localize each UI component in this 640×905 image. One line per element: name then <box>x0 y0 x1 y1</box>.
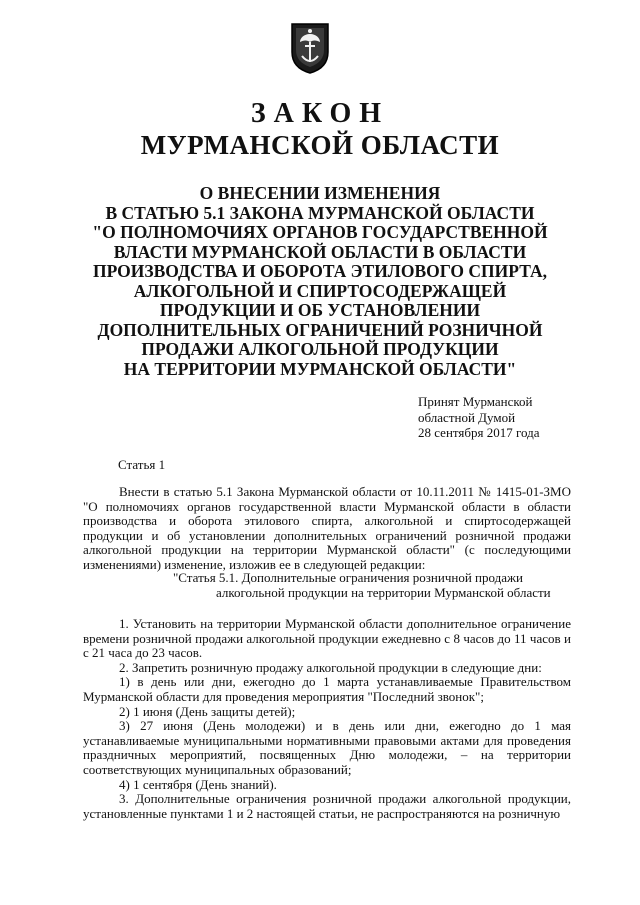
subtitle-line: НА ТЕРРИТОРИИ МУРМАНСКОЙ ОБЛАСТИ" <box>123 358 517 379</box>
article-text <box>83 617 571 821</box>
law-subject-heading <box>70 184 570 379</box>
paragraph: 3. Дополнительные ограничения розничной продажи алкогольной продукции, установленные пунктами 1 и 2 настоящей статьи, не распространяются на розничную <box>83 791 571 821</box>
intro-paragraph: Внести в статью 5.1 Закона Мурманской области от 10.11.2011 № 1415-01-ЗМО "О полномочиях органов государственной власти Мурманской области в области производства и оборота этилового спирта, алкогольной и спиртосодержащей продукции и об установлении дополнительных ограничений розничной продажи алкогольной продукции на территории Мурманской области" (с последующими изменениями) изменение, изложив ее в следующей редакции: <box>83 484 571 572</box>
quoted-article-title-cont: алкогольной продукции на территории Мурманской области <box>216 585 551 600</box>
article-heading: Статья 1 <box>118 457 166 472</box>
subtitle-line: ВЛАСТИ МУРМАНСКОЙ ОБЛАСТИ В ОБЛАСТИ <box>113 241 527 262</box>
law-title: ЗАКОН <box>250 98 390 129</box>
intro-block <box>83 485 571 573</box>
subtitle-line: О ВНЕСЕНИИ ИЗМЕНЕНИЯ <box>199 183 441 203</box>
subtitle-line: "О ПОЛНОМОЧИЯХ ОРГАНОВ ГОСУДАРСТВЕННОЙ <box>92 222 548 242</box>
paragraph: 2) 1 июня (День защиты детей); <box>119 703 296 719</box>
paragraph: 4) 1 сентября (День знаний). <box>119 776 277 792</box>
adoption-line: Принят Мурманской <box>418 394 533 409</box>
subtitle-line: ДОПОЛНИТЕЛЬНЫХ ОГРАНИЧЕНИЙ РОЗНИЧНОЙ <box>97 319 543 340</box>
adoption-date: 28 сентября 2017 года <box>418 425 540 440</box>
subtitle-line: ПРОДУКЦИИ И ОБ УСТАНОВЛЕНИИ <box>159 300 481 320</box>
subtitle-line: ПРОДАЖИ АЛКОГОЛЬНОЙ ПРОДУКЦИИ <box>141 339 499 359</box>
adoption-note <box>418 394 540 441</box>
paragraph: 1) в день или дни, ежегодно до 1 марта устанавливаемые Правительством Мурманской области для проведения мероприятия "Последний звонок"; <box>83 674 571 704</box>
subtitle-line: АЛКОГОЛЬНОЙ И СПИРТОСОДЕРЖАЩЕЙ <box>133 280 507 301</box>
region-title: МУРМАНСКОЙ ОБЛАСТИ <box>140 130 500 160</box>
paragraph: 3) 27 июня (День молодежи) и в день или дни, ежегодно до 1 мая устанавливаемые муниципальными нормативными правовыми актами для проведения праздничных мероприятий, посвященных Дню молодежи, – на территории соответствующих муниципальных образований; <box>83 718 571 777</box>
quoted-article-title: "Статья 5.1. Дополнительные ограничения розничной продажи <box>173 570 523 585</box>
paragraph: 2. Запретить розничную продажу алкогольной продукции в следующие дни: <box>119 659 542 675</box>
adoption-line: областной Думой <box>418 409 516 425</box>
paragraph: 1. Установить на территории Мурманской области дополнительное ограничение времени розничной продажи алкогольной продукции ежедневно с 8 часов до 11 часов и с 21 часа до 23 часов. <box>83 616 571 661</box>
subtitle-line: ПРОИЗВОДСТВА И ОБОРОТА ЭТИЛОВОГО СПИРТА, <box>92 261 548 281</box>
subtitle-line: В СТАТЬЮ 5.1 ЗАКОНА МУРМАНСКОЙ ОБЛАСТИ <box>105 202 535 223</box>
coat-of-arms-icon <box>290 22 330 74</box>
